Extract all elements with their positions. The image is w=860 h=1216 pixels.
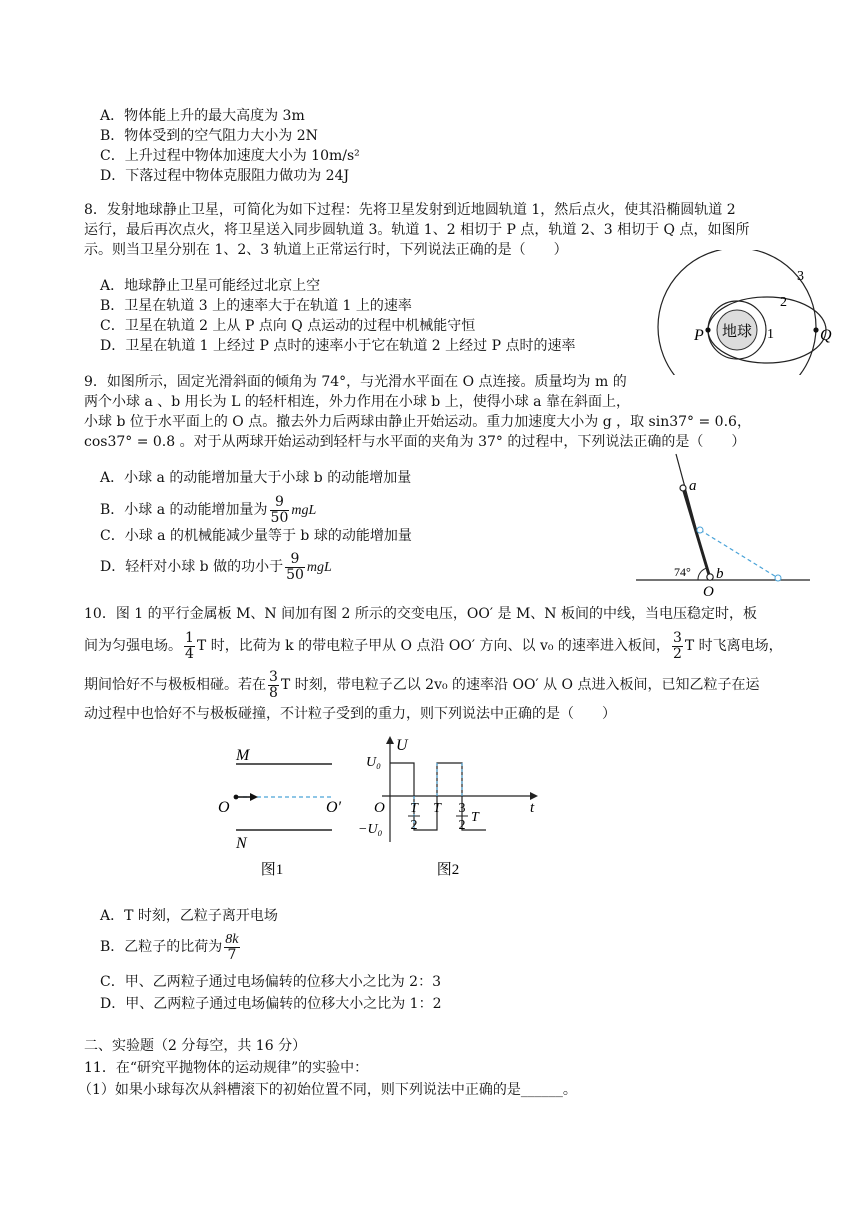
q10-option-b: B．乙粒子的比荷为 $\frac{8k}{7}$ [100,931,239,963]
q7-option-a: A．物体能上升的最大高度为 3m [100,108,305,124]
section-2-title: 二、实验题（2 分每空，共 16 分） [84,1038,307,1054]
ball-a-final [697,527,703,533]
q10-option-d: D．甲、乙两粒子通过电场偏转的位移大小之比为 1：2 [100,996,442,1012]
q8-option-c: C．卫星在轨道 2 上从 P 点向 Q 点运动的过程中机械能守恒 [100,318,476,334]
u-axis-arrow [386,736,394,744]
plate-n-label: N [236,835,247,852]
q9-stem-line4: cos37° = 0.8 。对于从两球开始运动到轻杆与水平面的夹角为 37° 的过程中，下列说法正确的是（ ） [84,434,746,450]
tick-t-label: T [433,801,441,816]
q9-option-a: A．小球 a 的动能增加量大于小球 b 的动能增加量 [100,470,412,486]
q11-stem: 11．在“研究平抛物体的运动规律”的实验中： [84,1060,369,1076]
q9-stem-line3: 小球 b 位于水平面上的 O 点。撤去外力后两球由静止开始运动。重力加速度大小为 g ，取 sin37° = 0.6， [84,414,751,430]
point-q-label: Q [820,327,832,344]
ball-b-label: b [716,566,724,582]
tick-3half-t-num: 3 [458,801,466,816]
orbit-3-label: 3 [797,269,804,284]
ball-a-label: a [689,478,697,494]
q11-part1: （1）如果小球每次从斜槽滚下的初始位置不同，则下列说法中正确的是______。 [78,1082,577,1098]
tick-half-t-num: T [410,801,418,816]
u0-label: U₀ [366,755,381,770]
orbit-2-label: 2 [780,295,787,310]
point-q-dot [813,327,818,332]
orbit-1-label: 1 [767,327,774,342]
q8-option-b: B．卫星在轨道 3 上的速率大于在轨道 1 上的速率 [100,298,412,314]
figure-2-caption: 图2 [436,862,460,878]
figure-1-plates [210,740,350,885]
point-p-dot [705,327,710,332]
q7-option-c: C．上升过程中物体加速度大小为 10m/s² [100,148,360,164]
q10-stem-line4: 动过程中也恰好不与极板碰撞，不计粒子受到的重力，则下列说法中正确的是（ ） [84,706,616,722]
ball-a [680,485,686,491]
figure-1-caption: 图1 [260,862,284,878]
q9-stem-line2: 两个小球 a 、b 用长为 L 的轻杆相连，外力作用在小球 b 上，使得小球 a 靠在斜面上， [84,394,630,410]
velocity-arrow-head [250,793,258,801]
rod-final-dashed [700,530,778,578]
q8-stem-line1: 8．发射地球静止卫星，可简化为如下过程：先将卫星发射到近地圆轨道 1，然后点火，使其沿椭圆轨道 2 [84,202,736,218]
tick-3half-t-den: 2 [458,818,466,833]
q9-option-d: D．轻杆对小球 b 做的功小于 $\frac{9}{50}$ mgL [100,550,332,583]
q9-option-b: B．小球 a 的动能增加量为 $\frac{9}{50}$ mgL [100,493,317,526]
q10-option-c: C．甲、乙两粒子通过电场偏转的位移大小之比为 2：3 [100,974,441,990]
u-axis-label: U [396,737,408,754]
orbit-figure [650,250,840,375]
origin-label: O [374,800,385,816]
point-o-label: O [218,799,230,816]
q8-option-a: A．地球静止卫星可能经过北京上空 [100,278,321,294]
tick-half-t-den: 2 [410,818,418,833]
ball-b [707,574,713,580]
angle-label: 74° [674,565,691,579]
tick-3half-t-t: T [471,810,479,825]
q10-stem-line1: 10．图 1 的平行金属板 M、N 间加有图 2 所示的交变电压，OO′ 是 M、N 板间的中线，当电压稳定时，板 [84,606,757,622]
earth-label: 地球 [721,324,753,340]
figure-2-voltage-graph [352,730,552,885]
plate-m-label: M [236,747,250,764]
incline-figure [632,448,812,598]
q9-option-c: C．小球 a 的机械能减少量等于 b 球的动能增加量 [100,528,412,544]
point-o-prime-label: O′ [326,799,342,816]
q8-stem-line2: 运行，最后再次点火，将卫星送入同步圆轨道 3。轨道 1、2 相切于 P 点，轨道 2、3 相切于 Q 点，如图所 [84,222,750,238]
t-axis-label: t [530,800,535,816]
q10-stem-line3: 期间恰好不与极板相碰。若在 $\frac{3}{8}$ T 时刻，带电粒子乙以 2v₀ 的速率沿 OO′ 从 O 点进入板间，已知乙粒子在运 [84,668,760,701]
q7-option-d: D．下落过程中物体克服阻力做功为 24J [100,168,350,184]
q7-option-b: B．物体受到的空气阻力大小为 2N [100,128,318,144]
angle-arc [698,568,707,580]
ball-b-final [775,575,781,581]
t-axis-arrow [530,792,538,800]
q9-stem-line1: 9．如图所示，固定光滑斜面的倾角为 74°，与光滑水平面在 O 点连接。质量均为 m 的 [84,374,627,390]
q8-option-d: D．卫星在轨道 1 上经过 P 点时的速率小于它在轨道 2 上经过 P 点时的速率 [100,338,576,354]
neg-u0-label: −U₀ [358,822,383,837]
q8-stem-line3: 示。则当卫星分别在 1、2、3 轨道上正常运行时，下列说法正确的是（ ） [84,242,568,258]
q10-stem-line2: 间为匀强电场。 $\frac{1}{4}$ T 时，比荷为 k 的带电粒子甲从 O 点沿 OO′ 方向、以 v₀ 的速率进入板间， $\frac{3}{2}$ T 时飞离电场， [84,629,783,662]
q10-option-a: A．T 时刻，乙粒子离开电场 [100,908,278,924]
point-p-label: P [694,327,704,344]
point-o-label: O [703,584,714,598]
